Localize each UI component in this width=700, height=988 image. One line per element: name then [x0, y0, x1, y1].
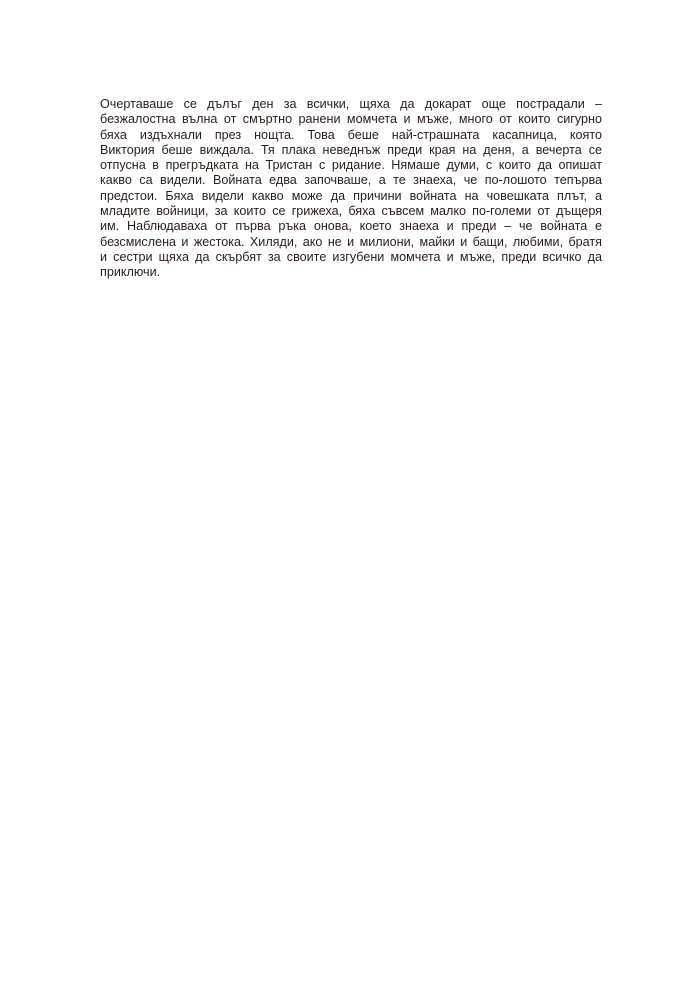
paragraph-line: и сестри щяха да скърбят за своите изгубени момчета и мъже, преди всичко да: [100, 249, 602, 264]
paragraph-line: им. Наблюдаваха от първа ръка онова, което знаеха и преди – че войната е: [100, 219, 602, 234]
paragraph-line: безжалостна вълна от смъртно ранени момчета и мъже, много от които сигурно: [100, 112, 602, 127]
paragraph-line: безсмислена и жестока. Хиляди, ако не и милиони, майки и бащи, любими, братя: [100, 234, 602, 249]
paragraph-line: Виктория беше виждала. Тя плака неведнъж преди края на деня, а вечерта се: [100, 142, 602, 157]
paragraph-line: отпусна в прегръдката на Тристан с ридание. Нямаше думи, с които да опишат: [100, 158, 602, 173]
paragraph-line: Очертаваше се дълъг ден за всички, щяха да докарат още пострадали –: [100, 97, 602, 111]
paragraph-line: бяха издъхнали през нощта. Това беше най-страшната касапница, която: [100, 127, 602, 142]
paragraph-line: младите войници, за които се грижеха, бяха съвсем малко по-големи от дъщеря: [100, 204, 602, 219]
body-paragraph: [100, 97, 602, 281]
paragraph-line: какво са видели. Войната едва започваше, а те знаеха, че по-лошото тепърва: [100, 173, 602, 188]
paragraph-line: приключи.: [100, 265, 161, 280]
paragraph-line: предстои. Бяха видели какво може да причини войната на човешката плът, а: [100, 188, 602, 203]
